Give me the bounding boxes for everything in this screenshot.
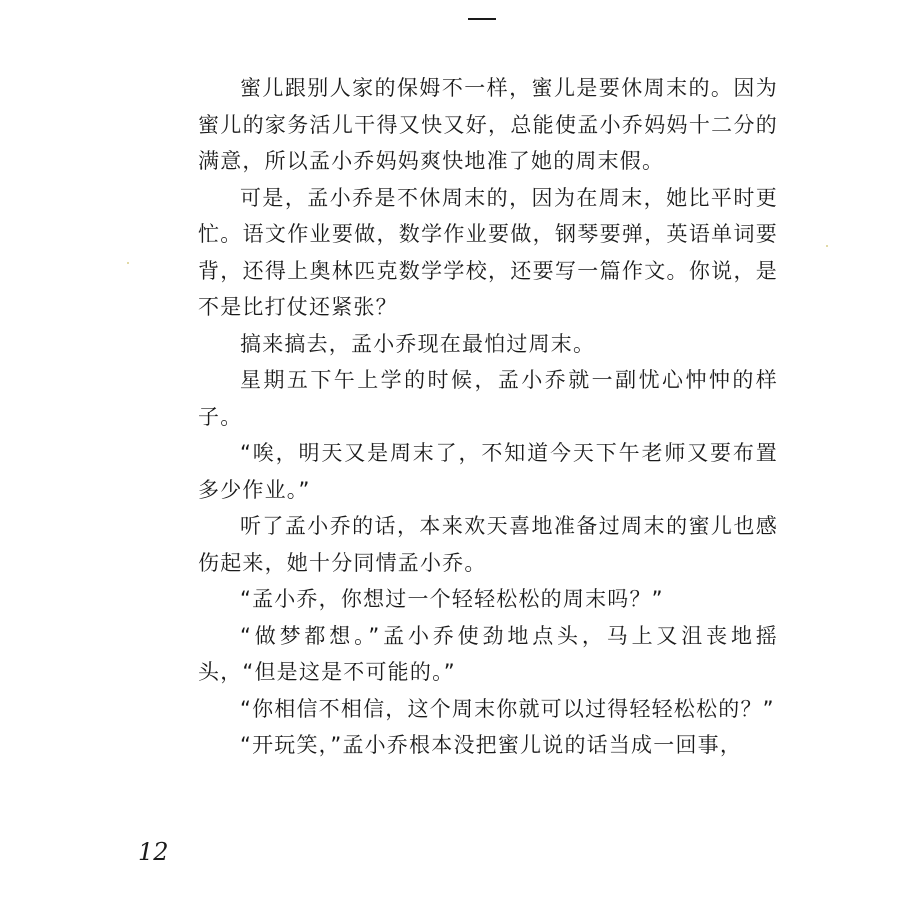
paragraph: “唉，明天又是周末了，不知道今天下午老师又要布置多少作业。” — [198, 441, 778, 502]
chapter-body — [198, 70, 778, 764]
paragraph: 蜜儿跟别人家的保姆不一样，蜜儿是要休周末的。因为蜜儿的家务活儿干得又快又好，总能使孟小乔妈妈十二分的满意，所以孟小乔妈妈爽快地准了她的周末假。 — [198, 76, 778, 173]
paragraph: 听了孟小乔的话，本来欢天喜地准备过周末的蜜儿也感伤起来，她十分同情孟小乔。 — [198, 514, 778, 575]
chapter-marker — [468, 18, 496, 20]
paragraph: “开玩笑，”孟小乔根本没把蜜儿说的话当成一回事， — [240, 733, 743, 757]
paper-speck — [826, 245, 828, 247]
paragraph: “做梦都想。”孟小乔使劲地点头，马上又沮丧地摇头，“但是这是不可能的。” — [198, 623, 778, 684]
paper-speck — [127, 262, 129, 264]
paragraph: “孟小乔，你想过一个轻轻松松的周末吗？” — [240, 587, 664, 611]
paragraph: 可是，孟小乔是不休周末的，因为在周末，她比平时更忙。语文作业要做，数学作业要做，钢琴要弹，英语单词要背，还得上奥林匹克数学学校，还要写一篇作文。你说，是不是比打仗还紧张？ — [198, 185, 778, 319]
paragraph: 搞来搞去，孟小乔现在最怕过周末。 — [240, 331, 596, 356]
paragraph: 星期五下午上学的时候，孟小乔就一副忧心忡忡的样子。 — [198, 368, 778, 429]
page-number: 12 — [138, 838, 169, 866]
paragraph: “你相信不相信，这个周末你就可以过得轻轻松松的？” — [240, 696, 775, 721]
